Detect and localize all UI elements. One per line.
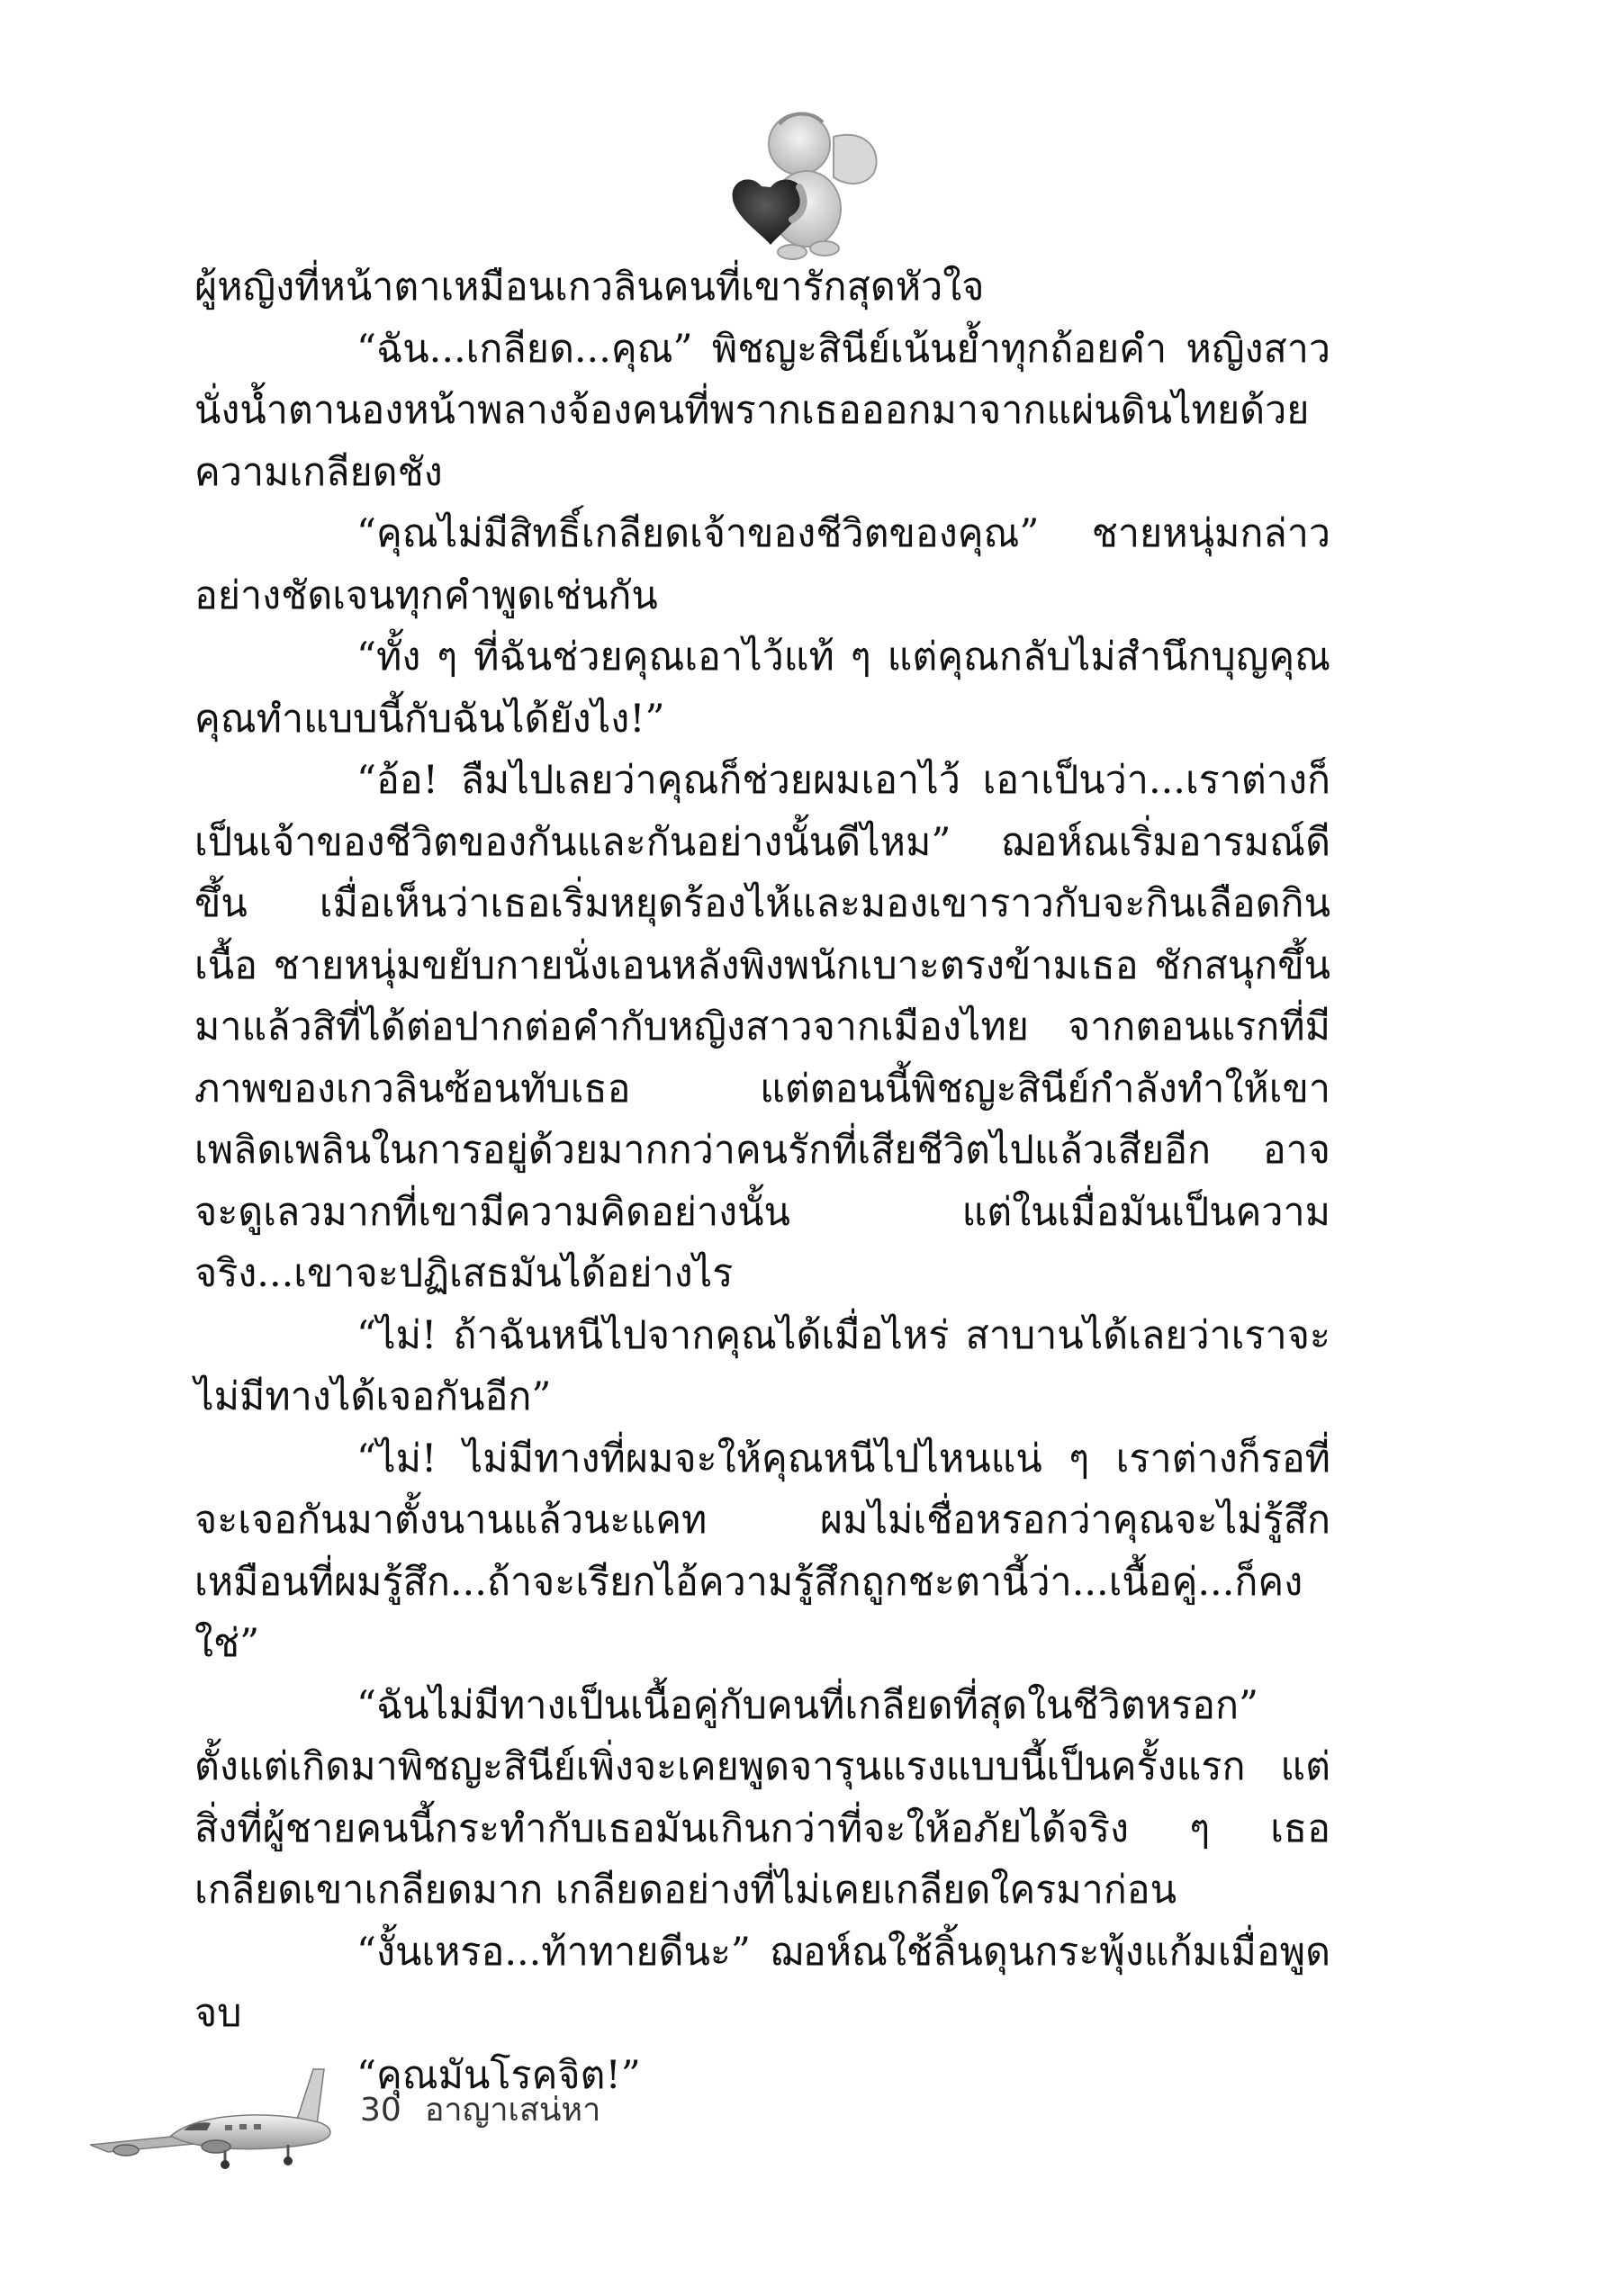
folio [360,2084,600,2135]
paragraph: “ไม่! ไม่มีทางที่ผมจะให้คุณหนีไปไหนแน่ ๆ เราต่างก็รอที่จะเจอกันมาตั้งนานแล้วนะแคท ผมไม่เชื่อหรอกว่าคุณจะไม่รู้สึกเหมือนที่ผมรู้สึก...ถ้าจะเรียกไอ้ความรู้สึกถูกชะตานี้ว่า...เนื้อคู่...ก็คงใช่” [194,1436,1330,1666]
paragraph: “ทั้ง ๆ ที่ฉันช่วยคุณเอาไว้แท้ ๆ แต่คุณกลับไม่สำนึกบุญคุณคุณทำแบบนี้กับฉันได้ยังไง!” [194,635,1330,742]
book-title: อาญาเสน่หา [424,2092,601,2129]
cherub-holding-heart-icon [699,101,897,281]
page-footer [0,2057,1605,2183]
paragraph: “คุณมันโรคจิต!” [356,2052,641,2098]
paragraph: “ไม่! ถ้าฉันหนีไปจากคุณได้เมื่อไหร่ สาบานได้เลยว่าเราจะไม่มีทางได้เจอกันอีก” [194,1312,1330,1419]
chapter-body-text [194,257,1330,2106]
paragraph: “งั้นเหรอ...ท้าทายดีนะ” ฌอห์ณใช้ลิ้นดุนกระพุ้งแก้มเมื่อพูดจบ [194,1929,1330,2036]
paragraph: “อ้อ! ลืมไปเลยว่าคุณก็ช่วยผมเอาไว้ เอาเป็นว่า...เราต่างก็เป็นเจ้าของชีวิตของกันและกันอย่างนั้นดีไหม” ฌอห์ณเริ่มอารมณ์ดีขึ้น เมื่อเห็นว่าเธอเริ่มหยุดร้องไห้และมองเขาราวกับจะกินเลือดกินเนื้อ ชายหนุ่มขยับกายนั่งเอนหลังพิงพนักเบาะตรงข้ามเธอ ชักสนุกขึ้นมาแล้วสิที่ได้ต่อปากต่อคำกับหญิงสาวจากเมืองไทย จากตอนแรกที่มีภาพของเกวลินซ้อนทับเธอ แต่ตอนนี้พิชญะสินีย์กำลังทำให้เขาเพลิดเพลินในการอยู่ด้วยมากกว่าคนรักที่เสียชีวิตไปแล้วเสียอีก อาจจะดูเลวมากที่เขามีความคิดอย่างนั้น แต่ในเมื่อมันเป็นความจริง...เขาจะปฏิเสธมันได้อย่างไร [194,758,1330,1296]
paragraph: “ฉันไม่มีทางเป็นเนื้อคู่กับคนที่เกลียดที่สุดในชีวิตหรอก” ตั้งแต่เกิดมาพิชญะสินีย์เพิ่งจะเคยพูดจารุนแรงแบบนี้เป็นครั้งแรก แต่สิ่งที่ผู้ชายคนนี้กระทำกับเธอมันเกินกว่าที่จะให้อภัยได้จริง ๆ เธอเกลียดเขาเกลียดมาก เกลียดอย่างที่ไม่เคยเกลียดใครมาก่อน [194,1682,1330,1913]
paragraph: ผู้หญิงที่หน้าตาเหมือนเกวลินคนที่เขารักสุดหัวใจ [194,265,985,310]
paragraph: “คุณไม่มีสิทธิ์เกลียดเจ้าของชีวิตของคุณ” ชายหนุ่มกล่าวอย่างชัดเจนทุกคำพูดเช่นกัน [194,511,1330,618]
paragraph: “ฉัน...เกลียด...คุณ” พิชญะสินีย์เน้นย้ำทุกถ้อยคำ หญิงสาวนั่งน้ำตานองหน้าพลางจ้องคนที่พรากเธอออกมาจากแผ่นดินไทยด้วยความเกลียดชัง [194,326,1330,495]
page-number: 30 [360,2092,401,2129]
